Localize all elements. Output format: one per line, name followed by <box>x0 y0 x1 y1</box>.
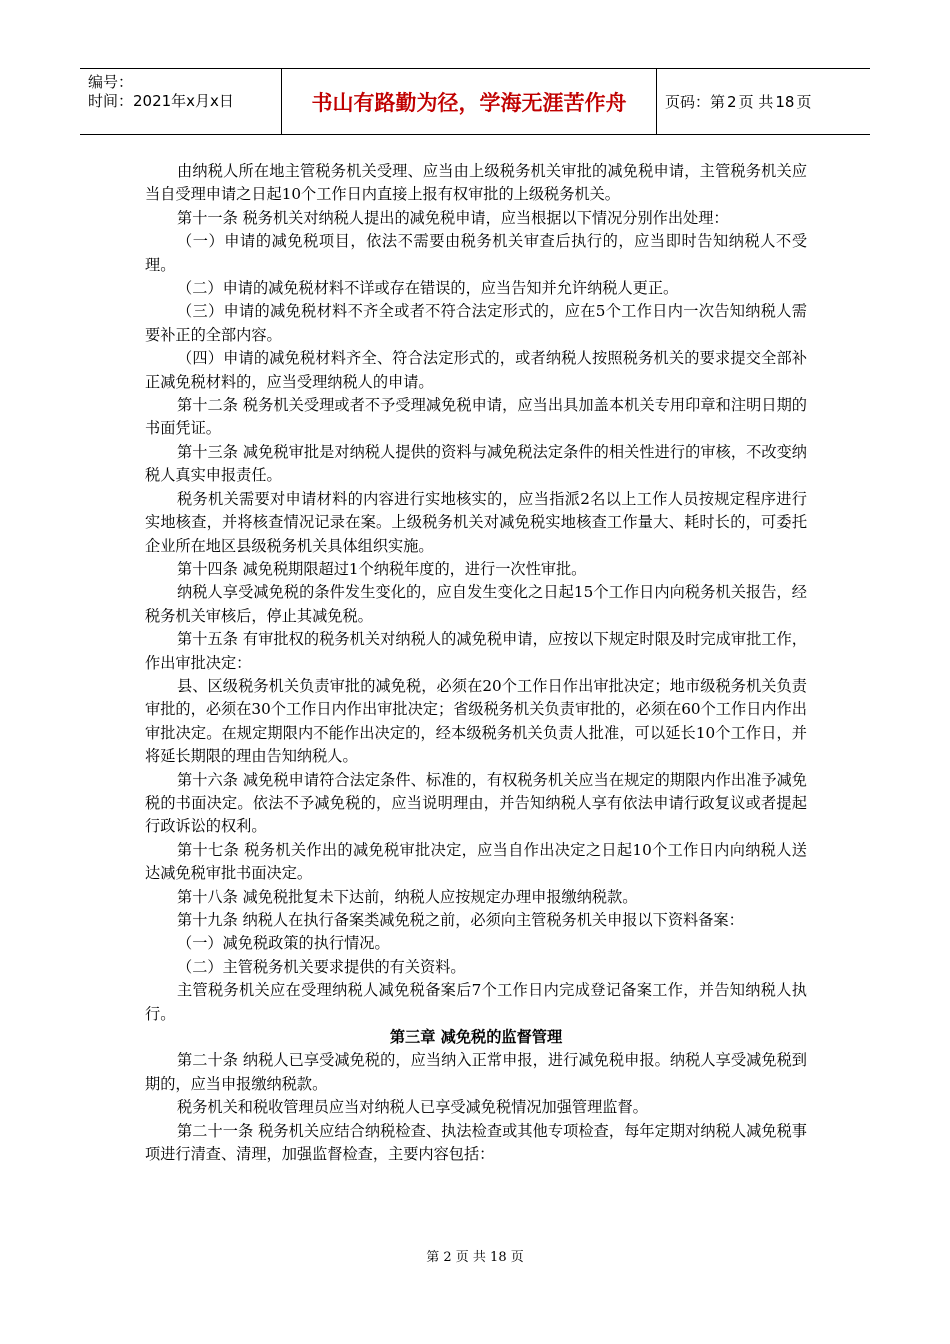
document-date: 时间：2021年x月x日 <box>88 92 234 110</box>
page-label-suffix: 页 <box>796 93 812 111</box>
paragraph: 第十一条 税务机关对纳税人提出的减免税申请，应当根据以下情况分别作出处理： <box>177 208 729 227</box>
paragraph: （四）申请的减免税材料齐全、符合法定形式的，或者纳税人按照税务机关的要求提交全部补正减免税材料的，应当受理纳税人的申请。 <box>145 349 807 391</box>
paragraph: 第二十条 纳税人已享受减免税的，应当纳入正常申报，进行减免税申报。纳税人享受减免税到期的，应当申报缴纳税款。 <box>145 1051 807 1093</box>
header-page-info <box>657 69 870 134</box>
paragraph: 第十八条 减免税批复未下达前，纳税人应按规定办理申报缴纳税款。 <box>177 887 638 906</box>
paragraph: 第十六条 减免税申请符合法定条件、标准的，有权税务机关应当在规定的期限内作出准予减免税的书面决定。依法不予减免税的，应当说明理由，并告知纳税人享有依法申请行政复议或者提起行政诉讼的权利。 <box>145 770 807 836</box>
page-total: 18 <box>775 92 795 111</box>
header-meta <box>80 69 282 134</box>
paragraph: （一）减免税政策的执行情况。 <box>177 934 390 953</box>
paragraph: 县、区级税务机关负责审批的减免税，必须在20个工作日作出审批决定；地市级税务机关负责审批的，必须在30个工作日内作出审批决定；省级税务机关负责审批的，必须在60个工作日内作出审批决定。在规定期限内不能作出决定的，经本级税务机关负责人批准，可以延长10个工作日，并将延长期限的理由告知纳税人。 <box>145 676 807 766</box>
paragraph: （二）申请的减免税材料不详或存在错误的，应当告知并允许纳税人更正。 <box>177 279 679 298</box>
paragraph: 第十四条 减免税期限超过1个纳税年度的，进行一次性审批。 <box>177 559 587 578</box>
paragraph: 由纳税人所在地主管税务机关受理、应当由上级税务机关审批的减免税申请，主管税务机关应当自受理申请之日起10个工作日内直接上报有权审批的上级税务机关。 <box>145 162 807 204</box>
chapter-title: 第三章 减免税的监督管理 <box>389 1028 563 1047</box>
paragraph: （二）主管税务机关要求提供的有关资料。 <box>177 957 466 976</box>
header-motto: 书山有路勤为径，学海无涯苦作舟 <box>282 69 657 134</box>
paragraph: （一）申请的减免税项目，依法不需要由税务机关审查后执行的，应当即时告知纳税人不受理。 <box>145 232 807 274</box>
page-header <box>80 68 870 135</box>
document-body <box>145 160 807 1166</box>
paragraph: 税务机关和税收管理员应当对纳税人已享受减免税情况加强管理监督。 <box>177 1098 648 1117</box>
paragraph: 第十二条 税务机关受理或者不予受理减免税申请，应当出具加盖本机关专用印章和注明日期的书面凭证。 <box>145 396 807 438</box>
paragraph: 第十五条 有审批权的税务机关对纳税人的减免税申请，应按以下规定时限及时完成审批工作，作出审批决定： <box>145 630 807 672</box>
page-current: 2 <box>727 92 737 111</box>
paragraph: 第十七条 税务机关作出的减免税审批决定，应当自作出决定之日起10个工作日内向纳税人送达减免税审批书面决定。 <box>145 840 807 883</box>
paragraph: 税务机关需要对申请材料的内容进行实地核实的，应当指派2名以上工作人员按规定程序进行实地核查，并将核查情况记录在案。上级税务机关对减免税实地核查工作量大、耗时长的，可委托企业所在地区县级税务机关具体组织实施。 <box>145 489 807 555</box>
page-label-prefix: 页码：第 <box>665 93 726 111</box>
page-label-middle: 页 共 <box>738 93 774 111</box>
page-footer: 第 2 页 共 18 页 <box>426 1250 524 1265</box>
paragraph: 主管税务机关应在受理纳税人减免税备案后7个工作日内完成登记备案工作，并告知纳税人执行。 <box>145 981 807 1023</box>
paragraph: 第二十一条 税务机关应结合纳税检查、执法检查或其他专项检查，每年定期对纳税人减免税事项进行清查、清理，加强监督检查，主要内容包括： <box>145 1121 807 1164</box>
paragraph: （三）申请的减免税材料不齐全或者不符合法定形式的，应在5个工作日内一次告知纳税人需要补正的全部内容。 <box>145 302 807 344</box>
paragraph: 第十三条 减免税审批是对纳税人提供的资料与减免税法定条件的相关性进行的审核，不改变纳税人真实申报责任。 <box>145 442 807 485</box>
paragraph: 纳税人享受减免税的条件发生变化的，应自发生变化之日起15个工作日内向税务机关报告，经税务机关审核后，停止其减免税。 <box>145 583 807 625</box>
document-number: 编号： <box>88 73 134 91</box>
paragraph: 第十九条 纳税人在执行备案类减免税之前，必须向主管税务机关申报以下资料备案： <box>177 911 744 929</box>
